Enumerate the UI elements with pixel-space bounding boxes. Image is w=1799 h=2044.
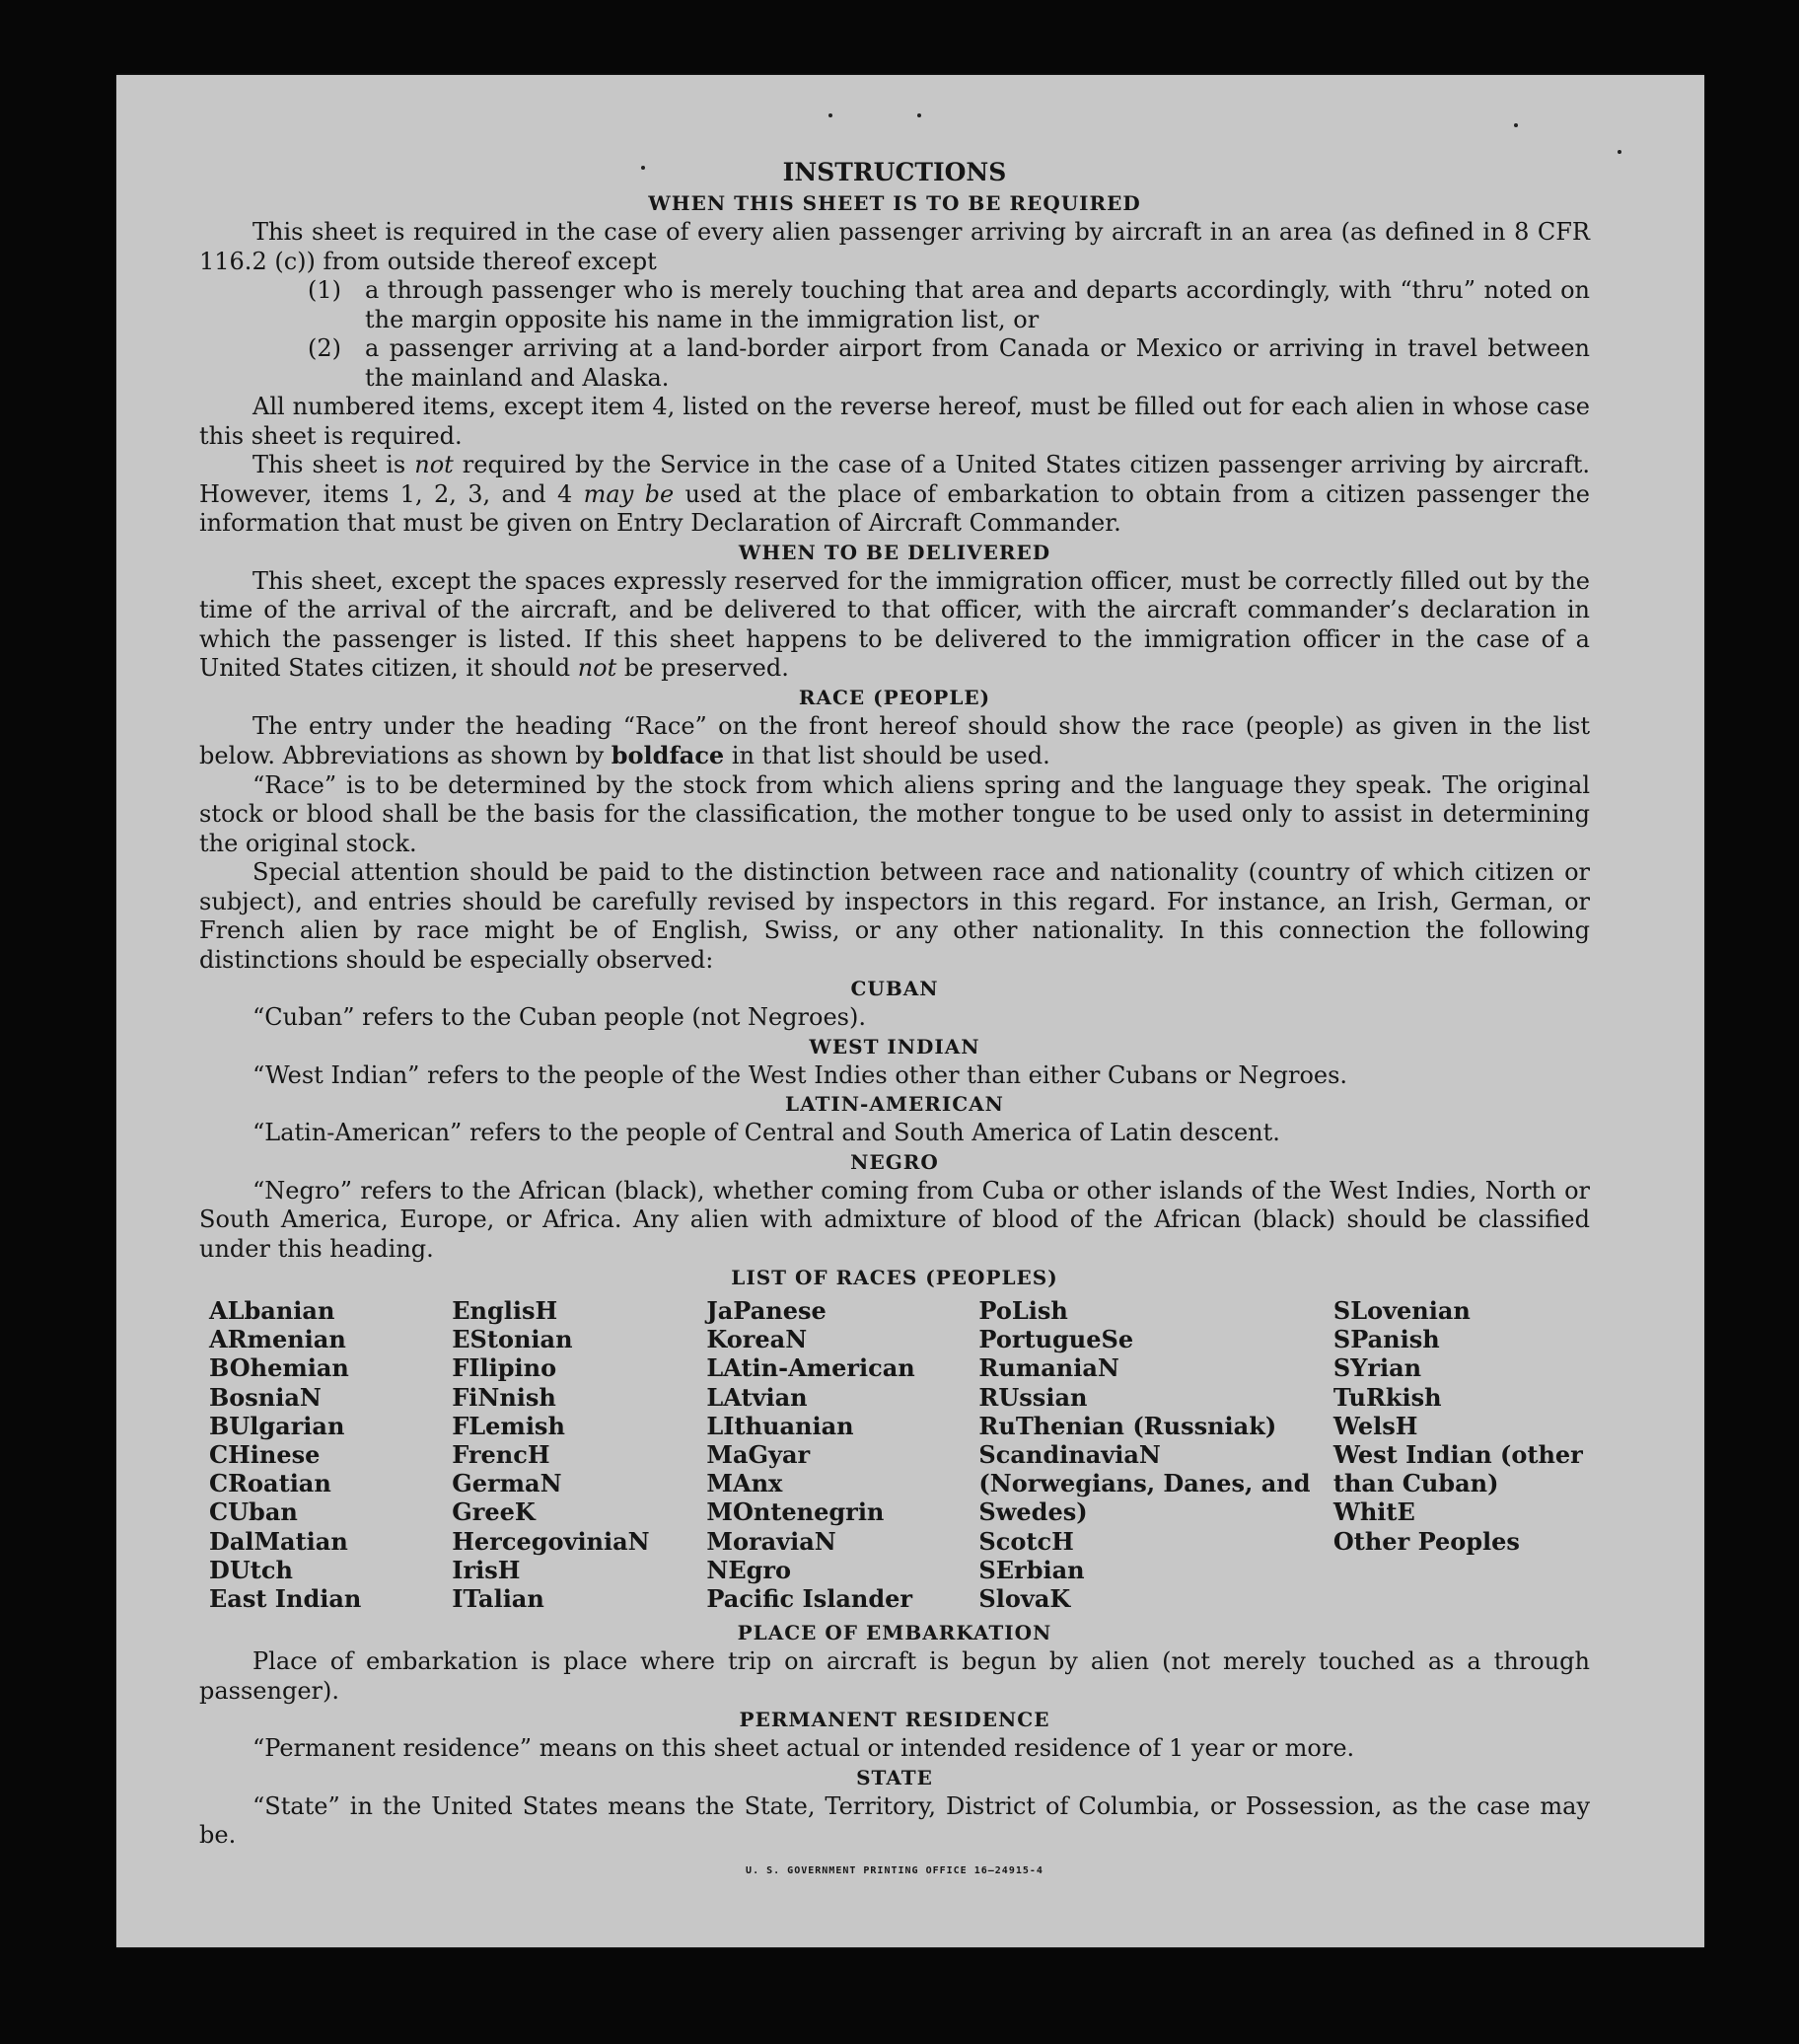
state-text: “State” in the United States means the State, Territory, District of Columbia, or Possession, as the case may be.: [199, 1791, 1590, 1850]
race-item: CHinese: [209, 1440, 321, 1470]
exception-item-2: [308, 334, 1590, 393]
race-item: ScandinaviaN (Norwegians, Danes, and Swedes): [978, 1440, 1311, 1527]
race-item: HercegoviniaN: [452, 1526, 650, 1556]
race-text-a: The entry under the heading “Race” on the front hereof should show the race (people) as given in the list below. Abbreviations as shown by: [199, 711, 1590, 769]
race-item: GreeK: [452, 1497, 536, 1527]
race-item: FiNnish: [452, 1382, 556, 1412]
item-text: a through passenger who is merely touching that area and departs accordingly, with “thru” noted on the margin opposite his name in the immigration list, or: [365, 276, 1590, 333]
race-item: DUtch: [209, 1555, 293, 1584]
required-intro: This sheet is required in the case of every alien passenger arriving by aircraft in an area (as defined in 8 CFR 116.2 (c)) from outside thereof except: [199, 218, 1590, 275]
heading-state: STATE: [856, 1765, 933, 1789]
race-item: LAtvian: [706, 1382, 808, 1412]
printing-office-imprint: U. S. GOVERNMENT PRINTING OFFICE 16—24915-4: [746, 1864, 1043, 1876]
race-item: ScotcH: [978, 1526, 1074, 1556]
item-number: (1): [308, 276, 341, 304]
race-item: Other Peoples: [1332, 1526, 1520, 1556]
heading-negro: NEGRO: [850, 1149, 939, 1174]
race-item: PoLish: [978, 1296, 1068, 1325]
heading-list-of-races: LIST OF RACES (PEOPLES): [731, 1266, 1058, 1289]
race-item: RumaniaN: [978, 1353, 1119, 1383]
heading-place-of-embarkation: PLACE OF EMBARKATION: [737, 1621, 1052, 1645]
race-item: West Indian (other than Cuban): [1332, 1440, 1583, 1498]
races-list: [209, 1296, 1590, 1613]
citizen-text-c: used at the place of embarkation to obtain from a citizen passenger the information that must be given on Entry Declaration of Aircraft Commander.: [199, 479, 1590, 537]
race-item: WelsH: [1332, 1411, 1418, 1440]
race-item: FIlipino: [452, 1353, 557, 1383]
emphasis-not: not: [414, 451, 454, 478]
delivered-paragraph: [199, 567, 1590, 684]
print-speck: [1618, 150, 1621, 154]
race-item: IrisH: [452, 1555, 521, 1584]
race-paragraph-2: “Race” is to be determined by the stock from which aliens spring and the language they speak. The original stock or blood shall be the basis for the classification, the mother tongue to be used only to assist in determining the original stock.: [199, 770, 1590, 857]
citizen-text-a: This sheet is: [252, 451, 415, 478]
delivered-text-b: be preserved.: [616, 654, 789, 682]
heading-when-delivered: WHEN TO BE DELIVERED: [738, 540, 1051, 564]
item-text: a passenger arriving at a land-border airport from Canada or Mexico or arriving in travel between the mainland and Alaska.: [365, 334, 1590, 392]
race-item: JaPanese: [706, 1296, 827, 1325]
race-item: MoraviaN: [706, 1526, 836, 1556]
race-text-b: in that list should be used.: [724, 742, 1050, 769]
numbered-items-paragraph: All numbered items, except item 4, listed on the reverse hereof, must be filled out for each alien in whose case this sheet is required.: [199, 393, 1590, 450]
race-item: TuRkish: [1332, 1382, 1442, 1412]
race-paragraph-1: [199, 712, 1590, 771]
race-item: WhitE: [1332, 1497, 1415, 1527]
race-item: CRoatian: [209, 1469, 331, 1498]
race-item: FLemish: [452, 1411, 565, 1440]
race-item: KoreaN: [706, 1325, 808, 1354]
race-item: EStonian: [452, 1325, 573, 1354]
race-item: RUssian: [978, 1382, 1088, 1412]
race-item: BosniaN: [209, 1382, 322, 1412]
race-item: ITalian: [452, 1584, 544, 1614]
race-item: ALbanian: [209, 1296, 335, 1325]
race-paragraph-3: Special attention should be paid to the distinction between race and nationality (country of which citizen or subject), and entries should be carefully revised by inspectors in this regard. For instance, an Irish, German, or French alien by race might be of English, Swiss, or any other nationality. In this connection the following distinctions should be especially observed:: [199, 858, 1590, 974]
race-item: EnglisH: [452, 1296, 558, 1325]
race-item: East Indian: [209, 1584, 362, 1614]
races-column-3: [706, 1296, 978, 1613]
heading-west-indian: WEST INDIAN: [809, 1034, 980, 1058]
race-item: BUlgarian: [209, 1411, 345, 1440]
negro-text: “Negro” refers to the African (black), whether coming from Cuba or other islands of the West Indies, North or South America, Europe, or Africa. Any alien with admixture of blood of the African (black) should be classified under this heading.: [199, 1176, 1590, 1263]
embarkation-text: Place of embarkation is place where trip on aircraft is begun by alien (not merely touched as a through passenger).: [199, 1647, 1590, 1705]
race-item: RuThenian (Russniak): [978, 1411, 1277, 1440]
heading-permanent-residence: PERMANENT RESIDENCE: [739, 1708, 1050, 1732]
delivered-text-a: This sheet, except the spaces expressly reserved for the immigration officer, must be correctly filled out by the time of the arrival of the aircraft, and be delivered to that officer, with the aircraft commander’s declaration in which the passenger is listed. If this sheet happens to be delivered to the immigration officer in the case of a United States citizen, it should: [199, 566, 1590, 682]
citizen-paragraph: [199, 451, 1590, 539]
race-item: SYrian: [1332, 1353, 1422, 1383]
race-item: LAtin-American: [706, 1353, 915, 1383]
race-item: SErbian: [978, 1555, 1085, 1584]
race-item: SlovaK: [978, 1584, 1071, 1614]
item-number: (2): [308, 334, 341, 362]
races-column-2: [452, 1296, 706, 1613]
instructions-text: [199, 156, 1590, 1885]
race-item: PortugueSe: [978, 1325, 1134, 1354]
latin-american-text: “Latin-American” refers to the people of Central and South America of Latin descent.: [252, 1119, 1280, 1146]
residence-text: “Permanent residence” means on this sheet actual or intended residence of 1 year or more.: [252, 1734, 1355, 1763]
west-indian-text: “West Indian” refers to the people of the West Indies other than either Cubans or Negroes.: [252, 1060, 1348, 1089]
races-column-4: [978, 1296, 1332, 1613]
race-item: SLovenian: [1332, 1296, 1471, 1325]
cuban-text: “Cuban” refers to the Cuban people (not Negroes).: [252, 1003, 866, 1031]
emphasis-may-be: may be: [583, 479, 675, 508]
page-title: INSTRUCTIONS: [782, 158, 1007, 186]
race-item: NEgro: [706, 1555, 792, 1584]
exception-item-1: [308, 276, 1590, 334]
heading-when-required: WHEN THIS SHEET IS TO BE REQUIRED: [648, 191, 1141, 215]
print-speck: [828, 113, 832, 117]
race-item: MOntenegrin: [706, 1497, 885, 1527]
race-item: BOhemian: [209, 1353, 349, 1383]
race-item: DalMatian: [209, 1526, 348, 1556]
race-item: MAnx: [706, 1469, 783, 1498]
races-column-1: [209, 1296, 452, 1613]
race-item: GermaN: [452, 1469, 562, 1498]
race-item: SPanish: [1332, 1325, 1440, 1354]
heading-race: RACE (PEOPLE): [798, 685, 991, 709]
citizen-text-b: required by the Service in the case of a United States citizen passenger arriving by aircraft. However, items 1, 2, 3, and 4: [199, 451, 1590, 508]
heading-latin-american: LATIN-AMERICAN: [785, 1092, 1004, 1116]
race-item: FrencH: [452, 1440, 550, 1470]
boldface-word: boldface: [611, 741, 725, 769]
race-item: Pacific Islander: [706, 1584, 913, 1614]
race-item: ARmenian: [209, 1325, 346, 1354]
heading-cuban: CUBAN: [850, 977, 939, 1000]
race-item: MaGyar: [706, 1440, 811, 1470]
print-speck: [917, 113, 921, 117]
print-speck: [1514, 123, 1518, 127]
races-column-5: [1333, 1296, 1590, 1613]
race-item: CUban: [209, 1497, 298, 1527]
emphasis-not: not: [577, 654, 617, 682]
race-item: LIthuanian: [706, 1411, 854, 1440]
